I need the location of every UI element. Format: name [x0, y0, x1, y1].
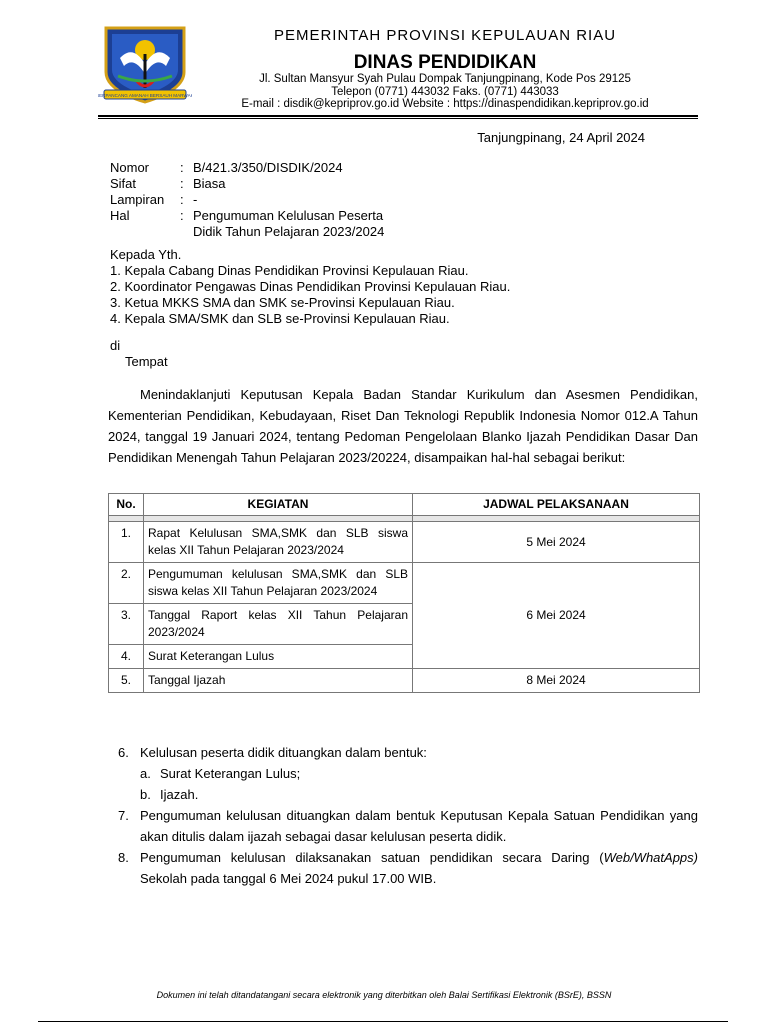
item-text: Ijazah.: [160, 787, 199, 802]
letterhead-rule: [98, 115, 698, 117]
meta-value: Biasa: [193, 176, 226, 191]
list-item: [118, 805, 698, 847]
item-letter: b.: [140, 787, 151, 802]
row-kegiatan: Pengumuman kelulusan SMA,SMK dan SLB siswa kelas XII Tahun Pelajaran 2023/2024: [144, 563, 413, 604]
recipient-greeting: Kepada Yth.: [110, 247, 182, 262]
provincial-emblem-logo: [98, 24, 192, 106]
letter-date: Tanjungpinang, 24 April 2024: [477, 130, 645, 145]
meta-colon: :: [180, 208, 184, 223]
item-letter: a.: [140, 766, 151, 781]
footer-rule: [38, 1021, 728, 1022]
table-row: [109, 669, 700, 693]
meta-label: Sifat: [110, 176, 137, 191]
list-item: [118, 847, 698, 889]
logo-motto: BERPANCANG AMANAH BERSAUH MARWAH: [98, 93, 192, 98]
meta-value: B/421.3/350/DISDIK/2024: [193, 160, 343, 175]
row-jadwal: 6 Mei 2024: [413, 563, 700, 669]
row-kegiatan: Rapat Kelulusan SMA,SMK dan SLB siswa kelas XII Tahun Pelajaran 2023/2024: [144, 522, 413, 563]
item-text: [140, 847, 698, 889]
sub-item: [118, 784, 698, 805]
agency-contact: E-mail : disdik@kepriprov.go.id Website : https://dinaspendidikan.kepriprov.go.id: [241, 98, 649, 110]
row-no: 1.: [109, 522, 144, 563]
meta-colon: :: [180, 176, 184, 191]
row-kegiatan: Surat Keterangan Lulus: [144, 645, 413, 669]
meta-value: Pengumuman Kelulusan Peserta: [193, 208, 384, 223]
item-text-post: Sekolah pada tanggal 6 Mei 2024 pukul 17.00 WIB.: [140, 871, 437, 886]
meta-hal-cont: [110, 224, 384, 240]
list-item: [118, 742, 698, 763]
recipient-place: Tempat: [125, 354, 168, 369]
meta-value: Didik Tahun Pelajaran 2023/2024: [193, 224, 385, 239]
agency-address: Jl. Sultan Mansyur Syah Pulau Dompak Tanjungpinang, Kode Pos 29125: [259, 73, 631, 85]
header-kegiatan: KEGIATAN: [144, 494, 413, 516]
schedule-table: [108, 493, 700, 693]
item-text: Pengumuman kelulusan dituangkan dalam bentuk Keputusan Kepala Satuan Pendidikan yang akan ditulis dalam ijazah sebagai dasar kelulusan peserta didik.: [140, 808, 698, 844]
row-jadwal: 5 Mei 2024: [413, 522, 700, 563]
meta-label: Hal: [110, 208, 130, 223]
recipient-di: di: [110, 338, 121, 353]
header-jadwal: JADWAL PELAKSANAAN: [413, 494, 700, 516]
meta-label: Nomor: [110, 160, 150, 175]
numbered-points: [118, 742, 698, 889]
item-text-emphasis: Web/WhatApps): [603, 850, 698, 865]
item-text: Surat Keterangan Lulus;: [160, 766, 301, 781]
row-kegiatan: Tanggal Raport kelas XII Tahun Pelajaran 2023/2024: [144, 604, 413, 645]
recipient-item: 4. Kepala SMA/SMK dan SLB se-Provinsi Kepulauan Riau.: [110, 311, 450, 326]
row-jadwal: 8 Mei 2024: [413, 669, 700, 693]
header-no: No.: [109, 494, 144, 516]
row-no: 3.: [109, 604, 144, 645]
recipients: [110, 247, 510, 327]
letterhead-rule-thin: [98, 118, 698, 119]
recipient-item: 2. Koordinator Pengawas Dinas Pendidikan Provinsi Kepulauan Riau.: [110, 279, 511, 294]
agency-name: DINAS PENDIDIKAN: [353, 52, 537, 73]
e-signature-footer: Dokumen ini telah ditandatangani secara elektronik yang diterbitkan oleh Balai Sertifikasi Elektronik (BSrE), BSSN: [156, 990, 612, 1000]
row-no: 4.: [109, 645, 144, 669]
agency-phone: Telepon (0771) 443032 Faks. (0771) 443033: [331, 86, 559, 98]
table-header-row: [109, 494, 700, 516]
meta-hal: [110, 208, 384, 224]
recipient-item: 3. Ketua MKKS SMA dan SMK se-Provinsi Kepulauan Riau.: [110, 295, 455, 310]
letter-meta: [110, 160, 384, 240]
meta-sifat: [110, 176, 384, 192]
item-number: 7.: [118, 808, 129, 823]
body-paragraph: Menindaklanjuti Keputusan Kepala Badan Standar Kurikulum dan Asesmen Pendidikan, Kementerian Pendidikan, Kebudayaan, Riset Dan Teknologi Republik Indonesia Nomor 012.A Tahun 2024, tanggal 19 Januari 2024, tentang Pedoman Pengelolaan Blanko Ijazah Pendidikan Dasar Dan Pendidikan Menengah Tahun Pelajaran 2023/20224, disampaikan hal-hal sebagai berikut:: [108, 387, 698, 465]
row-no: 5.: [109, 669, 144, 693]
meta-colon: :: [180, 160, 184, 175]
table-row: [109, 563, 700, 604]
item-number: 8.: [118, 850, 129, 865]
table-row: [109, 522, 700, 563]
row-kegiatan: Tanggal Ijazah: [144, 669, 413, 693]
item-number: 6.: [118, 745, 129, 760]
sub-item: [118, 763, 698, 784]
meta-value: -: [193, 192, 198, 207]
meta-colon: :: [180, 192, 184, 207]
meta-nomor: [110, 160, 384, 176]
row-no: 2.: [109, 563, 144, 604]
item-text-pre: Pengumuman kelulusan dilaksanakan satuan pendidikan secara Daring (: [140, 850, 604, 865]
recipient-item: 1. Kepala Cabang Dinas Pendidikan Provinsi Kepulauan Riau.: [110, 263, 469, 278]
meta-label: Lampiran: [110, 192, 165, 207]
item-text: Kelulusan peserta didik dituangkan dalam bentuk:: [140, 745, 427, 760]
government-name: PEMERINTAH PROVINSI KEPULAUAN RIAU: [273, 27, 617, 44]
meta-lampiran: [110, 192, 384, 208]
